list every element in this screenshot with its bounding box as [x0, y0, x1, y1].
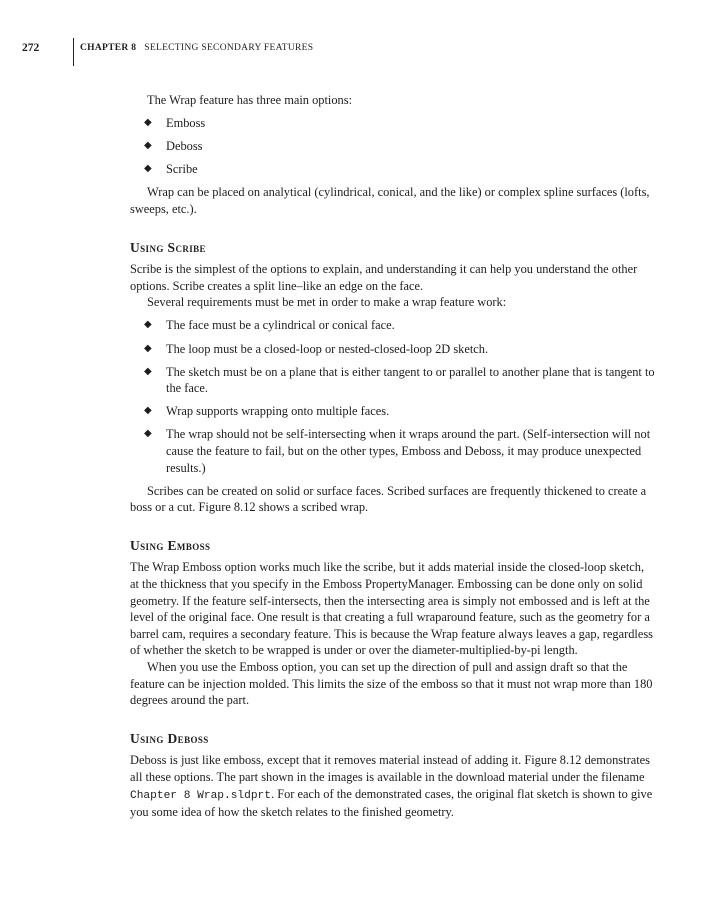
list-item: [130, 364, 655, 397]
list-item: [130, 341, 655, 358]
emboss-paragraph-2: When you use the Emboss option, you can set up the direction of pull and assign draft so that the feature can be injection molded. This limits the size of the emboss so that it must not wrap more than 180 degrees around the part.: [130, 660, 653, 708]
list-item-text: The face must be a cylindrical or conical face.: [166, 318, 395, 333]
page-body: [130, 92, 655, 821]
emboss-paragraph-1: The Wrap Emboss option works much like the scribe, but it adds material inside the closed-loop sketch, at the thickness that you specify in the Emboss PropertyManager. Embossing can be done only on solid geometry. If the feature self-intersects, then the intersecting area is simply not embossed and is left at the level of the original face. One result is that creating a full wraparound feature, such as the geometry for a barrel cam, requires a secondary feature. This is because the Wrap feature always leaves a gap, regardless of whether the sketch to be wrapped is under or over the diameter-multiplied-by-pi length.: [130, 560, 653, 658]
filename: Chapter 8 Wrap.sldprt: [130, 789, 271, 802]
diamond-bullet-icon: ◆: [144, 342, 152, 354]
list-item-text: Deboss: [166, 139, 203, 154]
diamond-bullet-icon: ◆: [144, 405, 152, 417]
list-item-text: Wrap supports wrapping onto multiple faces.: [166, 404, 390, 419]
list-item-text: The sketch must be on a plane that is either tangent to or parallel to another plane that is tangent to the face.: [166, 364, 655, 396]
intro-paragraph: Wrap can be placed on analytical (cylindrical, conical, and the like) or complex spline surfaces (lofts, sweeps, etc.).: [130, 185, 650, 216]
list-item: [130, 138, 655, 155]
chapter-label: CHAPTER 8: [80, 43, 137, 53]
page-number: 272: [22, 42, 40, 54]
wrap-options-list: [130, 115, 655, 178]
section-heading-emboss: Using Emboss: [130, 537, 211, 553]
diamond-bullet-icon: ◆: [144, 428, 152, 440]
running-header: [0, 38, 717, 68]
requirements-list: [130, 317, 655, 476]
list-item-text: The wrap should not be self-intersecting when it wraps around the part. (Self-intersection will not cause the feature to fail, but on the other types, Emboss and Deboss, it may produce unexpected results.): [166, 427, 651, 475]
deboss-text-start: Deboss is just like emboss, except that it removes material instead of adding it. Figure 8.12 demonstrates all these options. The part shown in the images is available in the download material under the filename: [130, 753, 650, 784]
scribe-paragraph-2: Several requirements must be met in order to make a wrap feature work:: [147, 295, 507, 310]
list-item: [130, 115, 655, 132]
list-item: [130, 403, 655, 420]
list-item: [130, 426, 655, 476]
list-item: [130, 161, 655, 178]
diamond-bullet-icon: ◆: [144, 365, 152, 377]
list-item: [130, 317, 655, 334]
header-divider: [73, 38, 74, 66]
diamond-bullet-icon: ◆: [144, 319, 152, 331]
section-heading-scribe: Using Scribe: [130, 239, 206, 255]
chapter-title: SELECTING SECONDARY FEATURES: [144, 43, 314, 53]
deboss-paragraph: [130, 752, 655, 820]
scribe-paragraph-3: Scribes can be created on solid or surface faces. Scribed surfaces are frequently thickened to create a boss or a cut. Figure 8.12 shows a scribed wrap.: [130, 483, 647, 515]
intro-lead: The Wrap feature has three main options:: [147, 93, 353, 107]
list-item-text: Emboss: [166, 116, 206, 131]
scribe-paragraph-1: Scribe is the simplest of the options to explain, and understanding it can help you understand the other options. Scribe creates a split line–like an edge on the face.: [130, 262, 638, 293]
diamond-bullet-icon: ◆: [144, 163, 152, 175]
deboss-text-end: . For each of the demonstrated cases, the original flat sketch is shown to give you some idea of how the sketch relates to the finished geometry.: [130, 786, 653, 820]
section-heading-deboss: Using Deboss: [130, 730, 209, 746]
list-item-text: Scribe: [166, 162, 198, 177]
chapter-heading: [80, 43, 313, 53]
diamond-bullet-icon: ◆: [144, 117, 152, 129]
list-item-text: The loop must be a closed-loop or nested-closed-loop 2D sketch.: [166, 341, 489, 356]
diamond-bullet-icon: ◆: [144, 140, 152, 152]
